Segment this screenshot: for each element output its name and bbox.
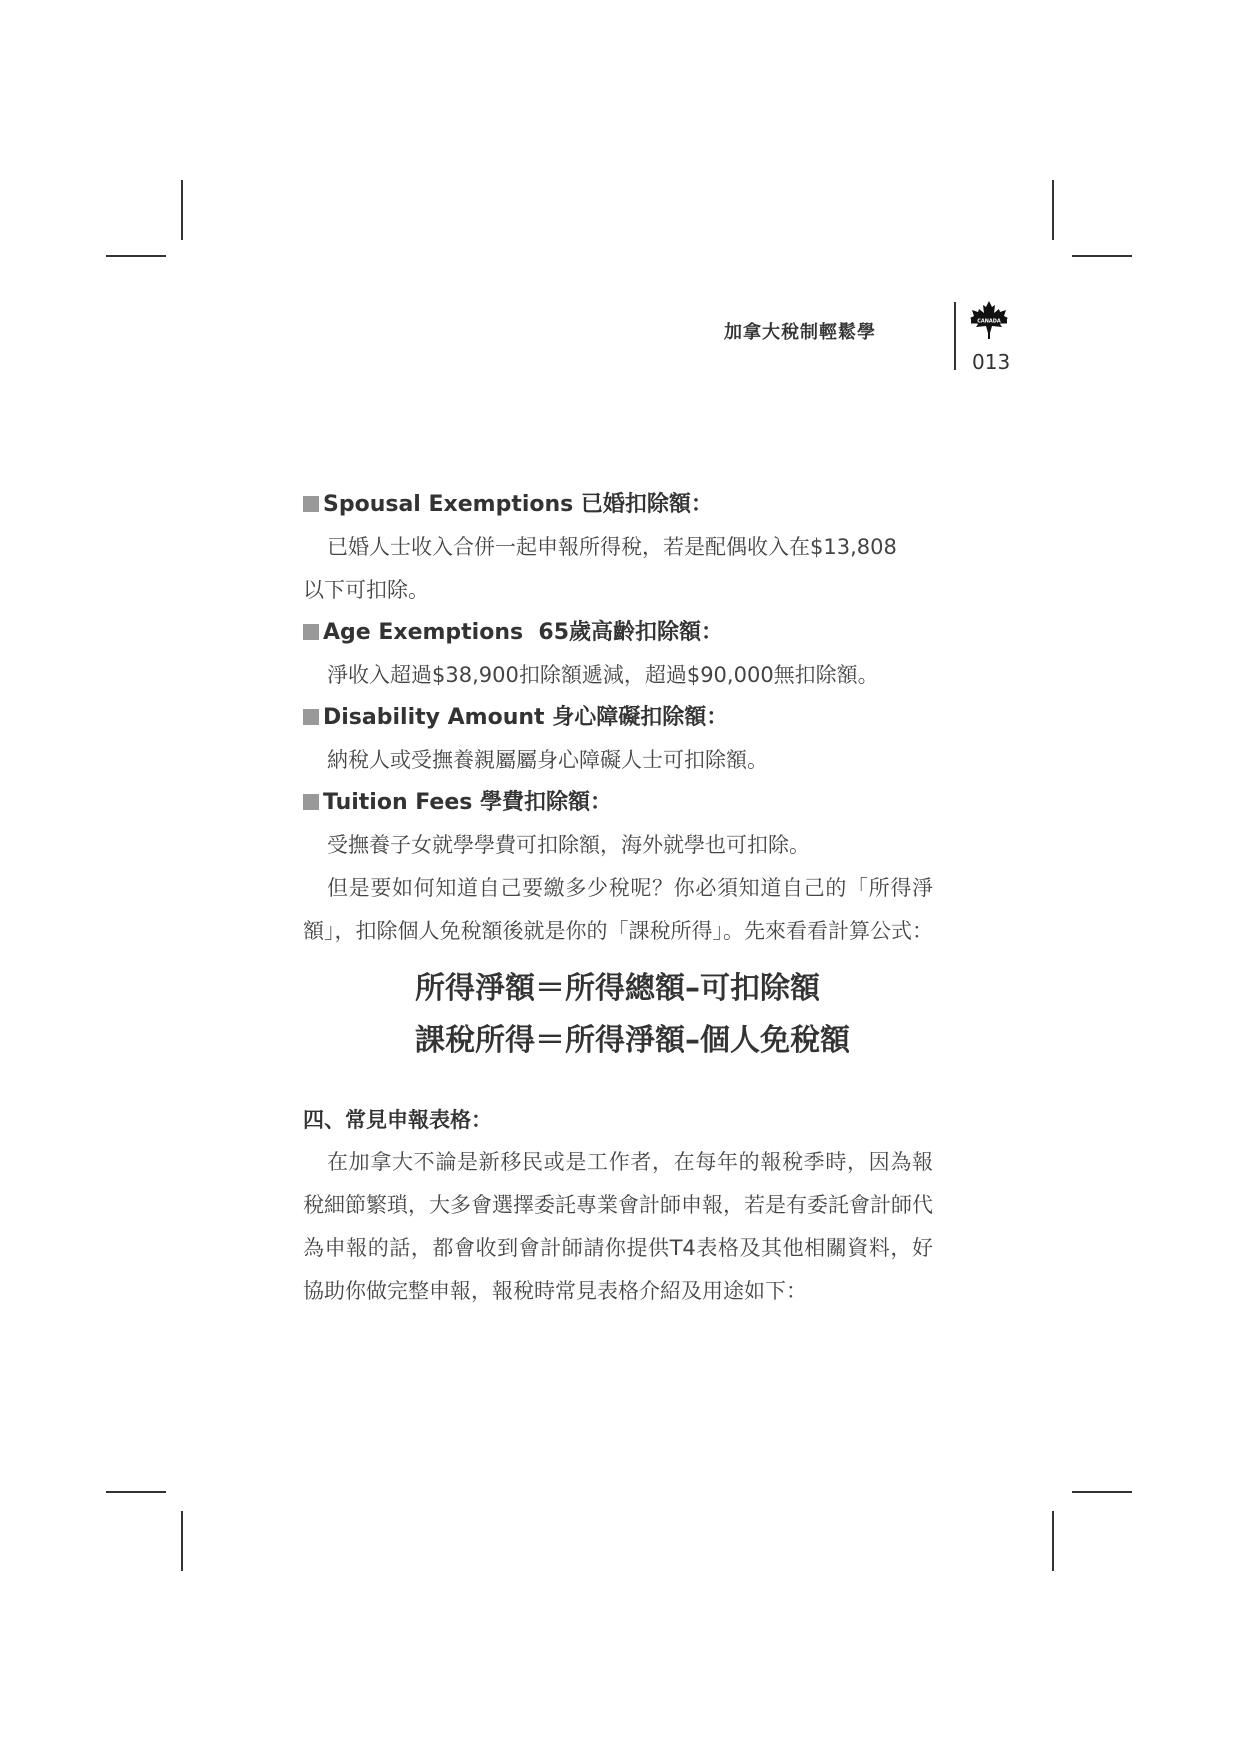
bullet-square-icon xyxy=(303,794,319,810)
section-heading-tuition xyxy=(303,782,933,824)
crop-mark xyxy=(181,1511,183,1571)
heading-text: Tuition Fees 學費扣除額： xyxy=(323,790,613,815)
bullet-square-icon xyxy=(303,496,319,512)
paragraph: 已婚人士收入合併一起申報所得稅，若是配偶收入在$13,808 以下可扣除。 xyxy=(303,535,897,602)
crop-mark xyxy=(181,180,183,240)
page-number: 013 xyxy=(972,350,1011,374)
crop-mark xyxy=(1052,1511,1054,1571)
section4-paragraph: 在加拿大不論是新移民或是工作者，在每年的報稅季時，因為報稅細節繁瑣，大多會選擇委託專業會計師申報，若是有委託會計師代為申報的話，都會收到會計師請你提供T4表格及其他相關資料，好協助你做完整申報，報稅時常見表格介紹及用途如下： xyxy=(303,1150,933,1303)
section-heading-disability xyxy=(303,697,933,739)
running-header xyxy=(700,300,1020,380)
crop-mark xyxy=(1072,1491,1132,1493)
maple-leaf-icon xyxy=(968,300,1010,340)
page-body xyxy=(303,484,933,1313)
formula-taxable-income: 課稅所得＝所得淨額–個人免稅額 xyxy=(415,1023,850,1058)
header-divider xyxy=(954,302,956,370)
section-heading-age xyxy=(303,612,933,654)
paragraph: 受撫養子女就學學費可扣除額，海外就學也可扣除。 xyxy=(327,833,810,857)
bullet-square-icon xyxy=(303,624,319,640)
intro-paragraph: 但是要如何知道自己要繳多少稅呢？你必須知道自己的「所得淨額」，扣除個人免稅額後就是你的「課稅所得」。先來看看計算公式： xyxy=(303,876,933,943)
paragraph: 淨收入超過$38,900扣除額遞減，超過$90,000無扣除額。 xyxy=(327,663,879,687)
bullet-square-icon xyxy=(303,709,319,725)
crop-mark xyxy=(106,255,166,257)
heading-text: Spousal Exemptions 已婚扣除額： xyxy=(323,492,713,517)
heading-text: Age Exemptions 65歲高齡扣除額： xyxy=(323,620,724,645)
crop-mark xyxy=(1072,255,1132,257)
crop-mark xyxy=(1052,180,1054,240)
formula-block xyxy=(303,953,933,1067)
crop-mark xyxy=(106,1491,166,1493)
logo-text: CANADA xyxy=(977,318,1001,325)
section4-heading: 四、常見申報表格： xyxy=(303,1108,492,1132)
heading-text: Disability Amount 身心障礙扣除額： xyxy=(323,705,729,730)
paragraph: 納稅人或受撫養親屬屬身心障礙人士可扣除額。 xyxy=(327,748,768,772)
formula-net-income: 所得淨額＝所得總額–可扣除額 xyxy=(415,971,820,1006)
book-title: 加拿大稅制輕鬆學 xyxy=(724,322,876,343)
section-heading-spousal xyxy=(303,484,933,526)
